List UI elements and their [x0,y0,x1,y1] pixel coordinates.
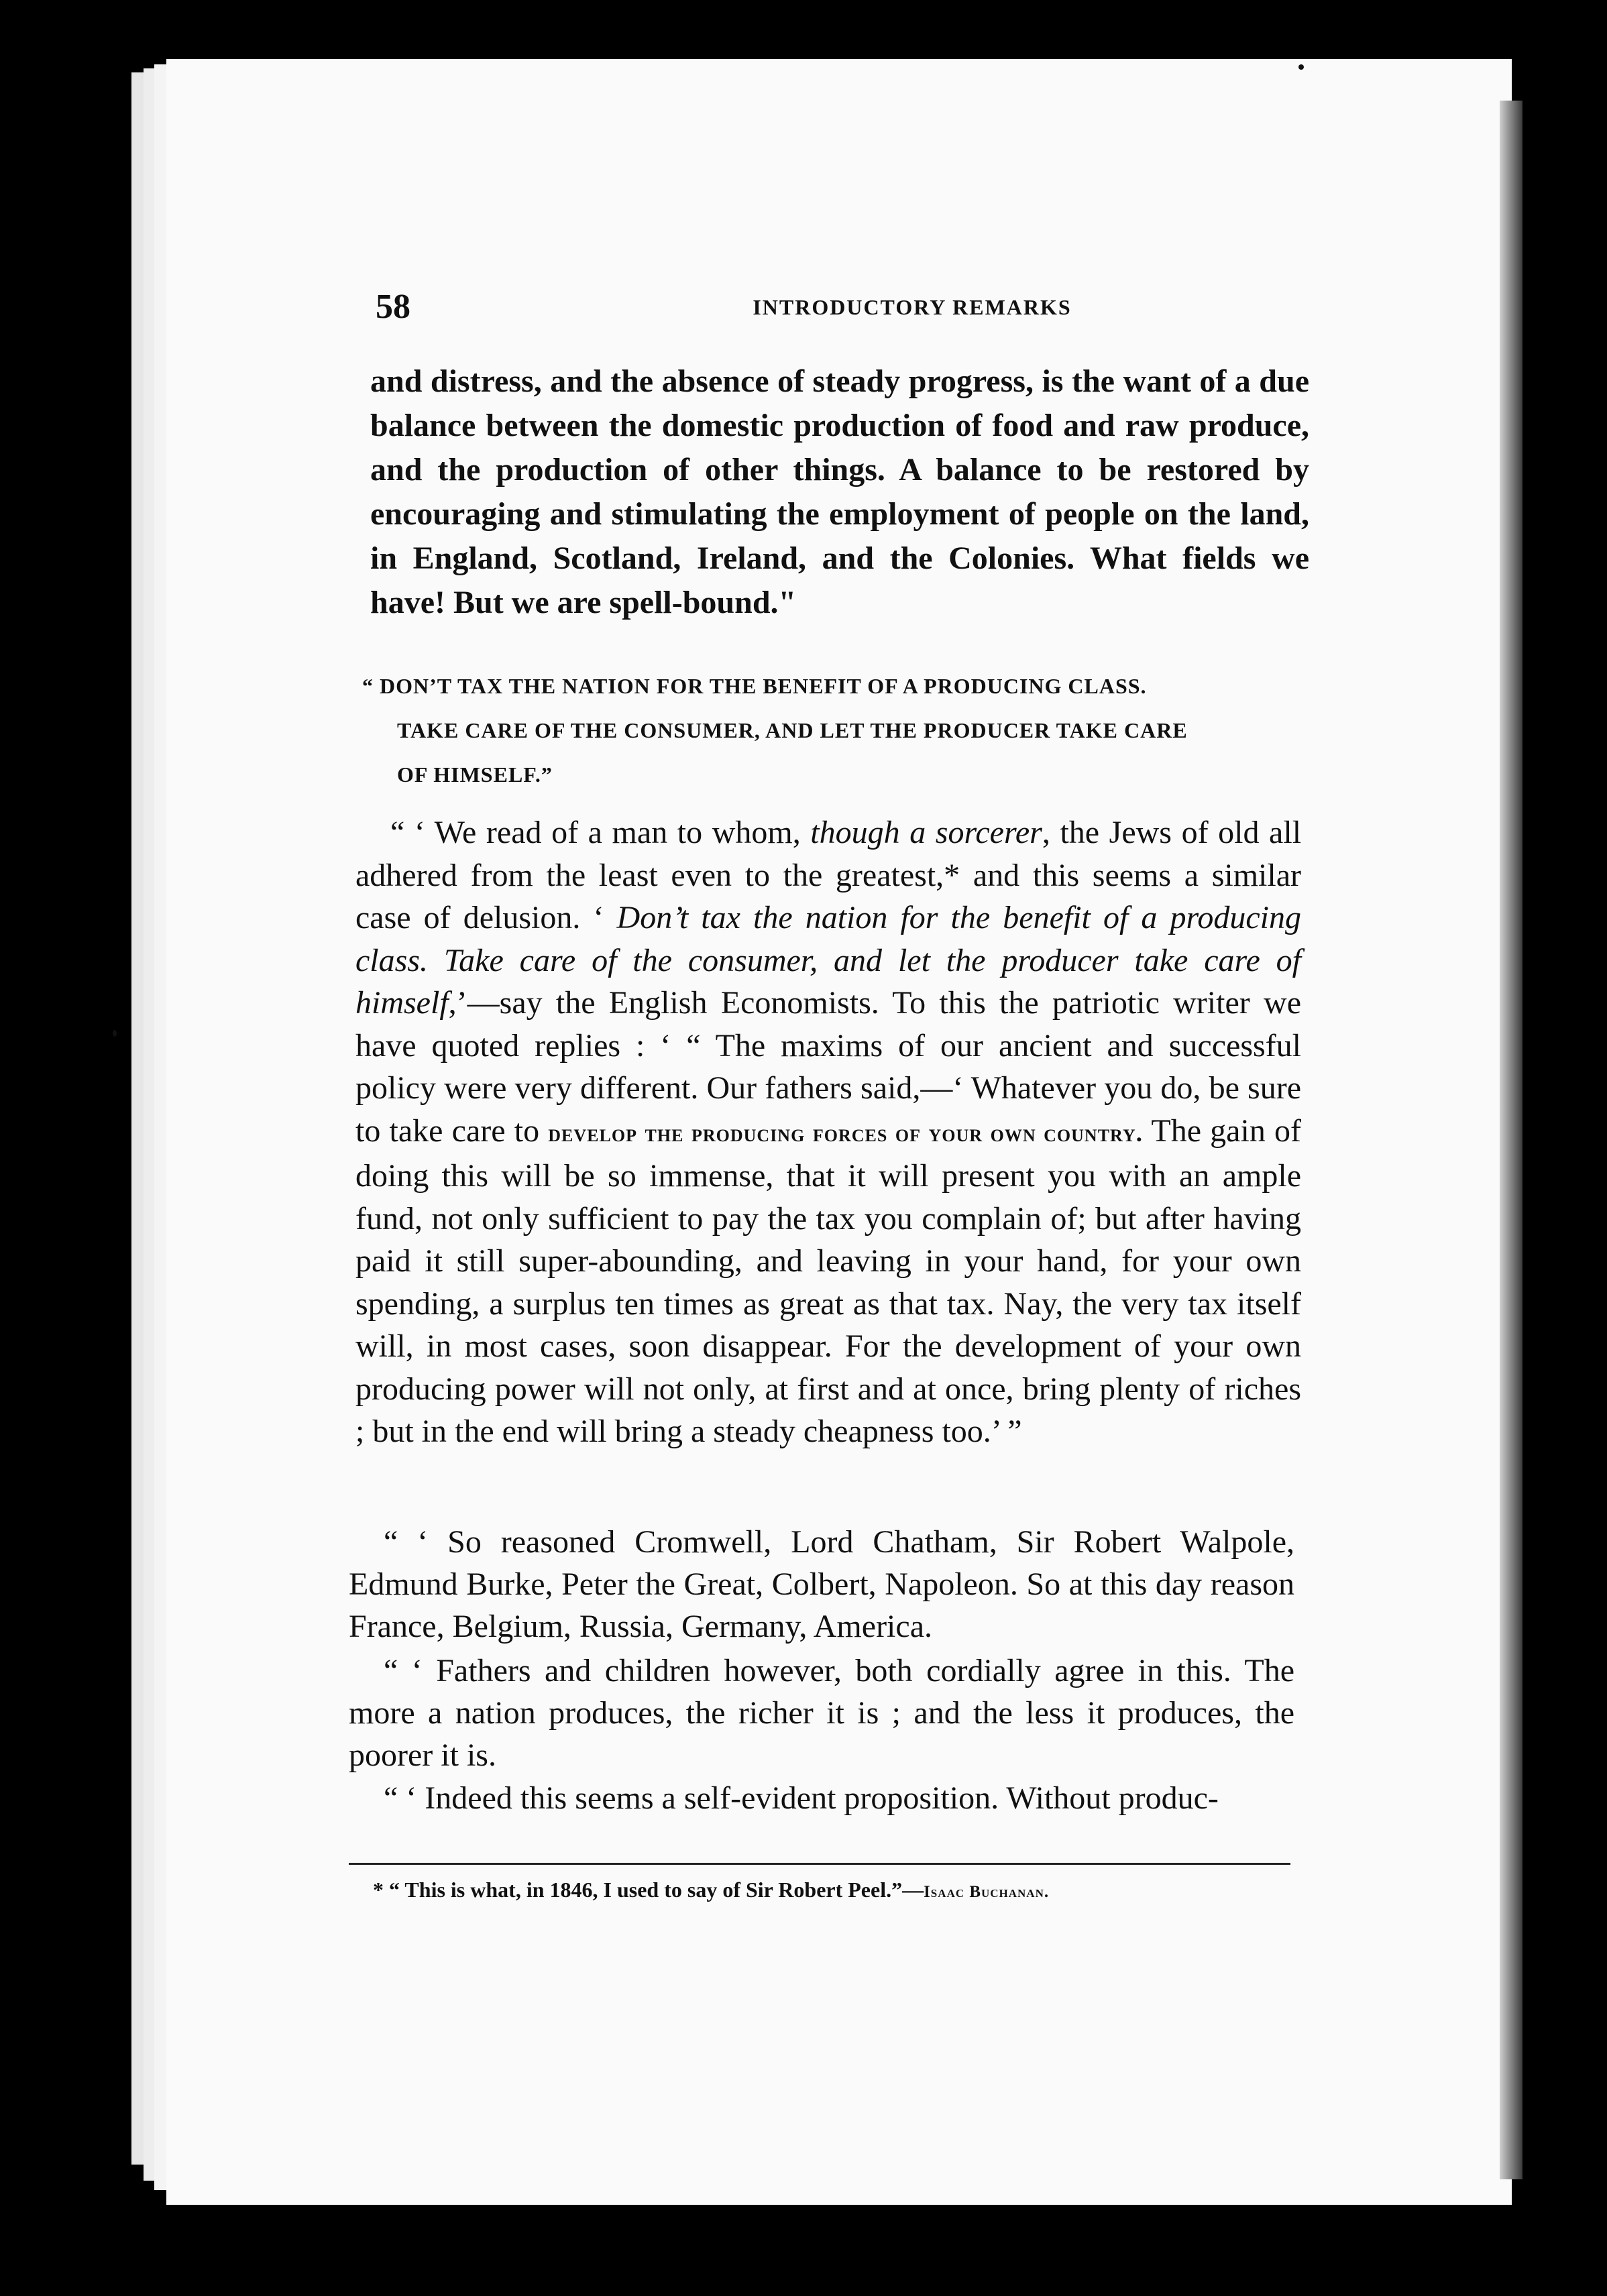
small-caps-run: develop the producing forces of your own country. [548,1119,1144,1147]
motto-line: TAKE CARE OF THE CONSUMER, AND LET THE PRODUCER TAKE CARE [397,718,1188,742]
scan-speck [113,1030,117,1037]
quoted-paragraph: “ ‘ Indeed this seems a self-evident proposition. Without produc- [384,1780,1219,1816]
motto-line: OF HIMSELF.” [397,762,553,787]
quoted-paragraph [355,811,1301,1453]
footnote-rule [349,1863,1290,1865]
page-header [376,287,1301,327]
motto-line: “ DON’T TAX THE NATION FOR THE BENEFIT OF A PRODUCING CLASS. [362,674,1147,698]
running-head: INTRODUCTORY REMARKS [753,295,1072,319]
page-number: 58 [376,288,410,326]
italic-run: Don’t tax the nation for the benefit of a producing class. Take care of the consumer, and let the producer take care of himself [355,900,1301,1021]
text-run: The gain of doing this will be so immense, that it will present you with an ample fund, not only sufficient to pay the tax you complain of; but after having paid it still super-abounding, and leaving in your hand, for your own spending, a surplus ten times as great as that tax. Nay, the very tax itself will, in most cases, soon disappear. For the development of your own producing power will not only, at first and at once, bring plenty of riches ; but in the end will bring a steady cheapness too.’ ” [355,1112,1302,1449]
text-run: “ ‘ We read of a man to whom, [390,815,811,850]
text-run: ,’—say the English Economists. To this the patriotic writer we have quoted replies : ‘ “ The maxims of our ancient and successful policy were very different. Our fathers said,—‘ Whatever you do, be sure to take care to [355,985,1301,1149]
quoted-paragraph: “ ‘ So reasoned Cromwell, Lord Chatham, Sir Robert Walpole, Edmund Burke, Peter the Great, Colbert, Napoleon. So at this day reason France, Belgium, Russia, Germany, America. [349,1524,1294,1644]
page-gutter-shadow [1500,101,1522,2179]
paragraph-continued: and distress, and the absence of steady progress, is the want of a due balance between the domestic production of food and raw produce, and the production of other things. A balance to be restored by encouraging and stimulating the employment of people on the land, in England, Scotland, Ireland, and the Colonies. What fields we have! But we are spell-bound." [370,363,1309,620]
footnote-text: * “ This is what, in 1846, I used to say of Sir Robert Peel.”— [373,1878,924,1902]
scan-speck [1298,64,1304,70]
footnote [373,1875,1298,1907]
italic-run: though a sorcerer [810,815,1042,850]
motto-heading [362,664,1308,797]
quoted-paragraph: “ ‘ Fathers and children however, both cordially agree in this. The more a nation produces, the richer it is ; and the less it produces, the poorer it is. [349,1653,1294,1773]
footnote-author: Isaac Buchanan. [924,1883,1050,1901]
text-run: , the Jews of old all adhered from the least even to the greatest,* and this seems a similar case of delusion. ‘ [355,815,1302,935]
